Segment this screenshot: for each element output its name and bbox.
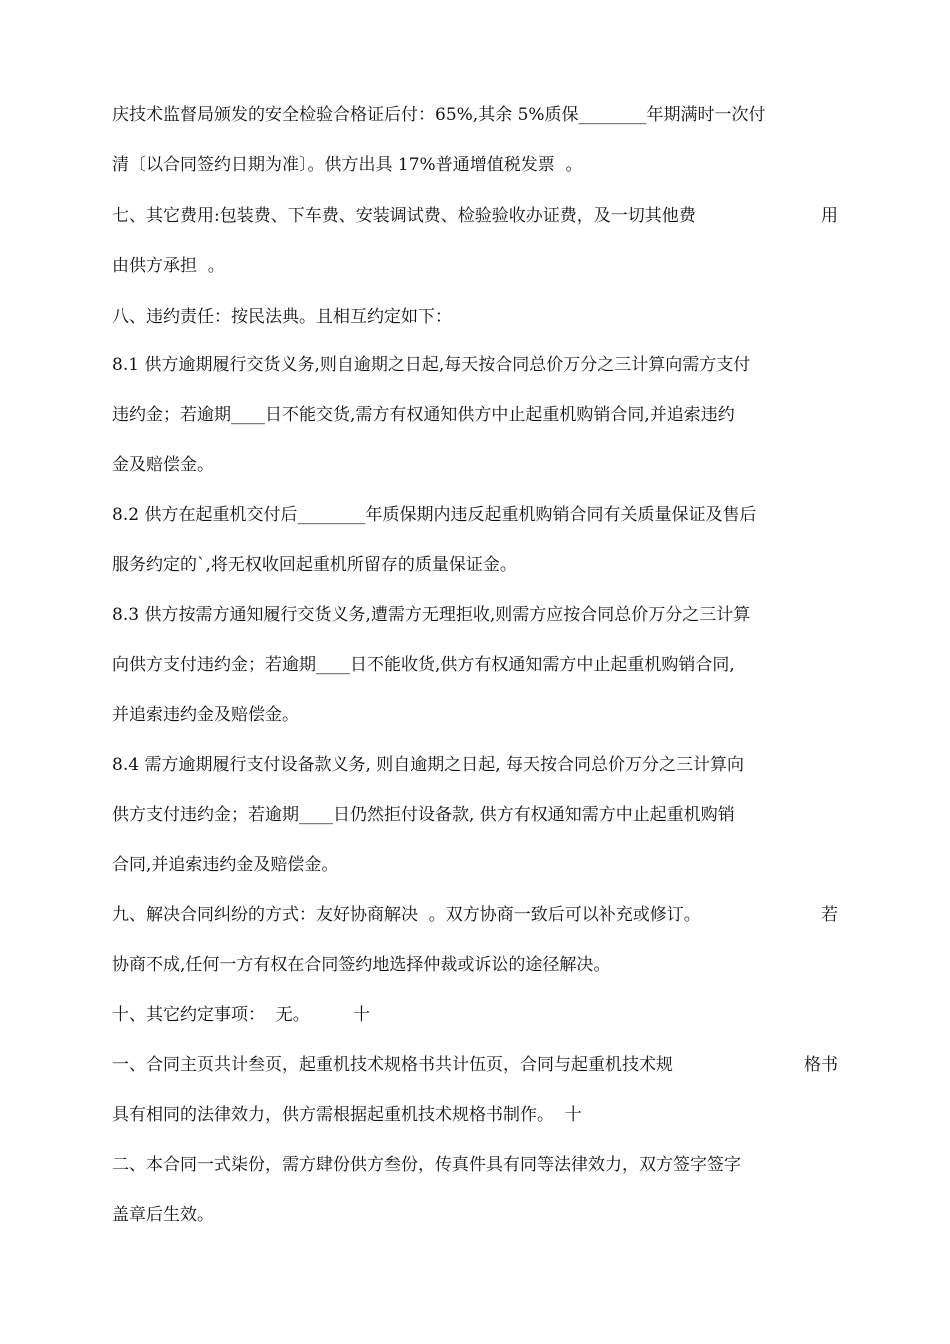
- text-line: 由供方承担 。: [112, 256, 225, 276]
- text-line-content: 一、合同主页共计叁页，起重机技术规格书共计伍页，合同与起重机技术规: [112, 1055, 673, 1075]
- text-line: [112, 102, 838, 128]
- text-line: 并追索违约金及赔偿金。: [112, 705, 299, 725]
- text-line: [112, 802, 838, 828]
- text-line-content: 二、本合同一式柒份，需方肆份供方叁份，传真件具有同等法律效力，双方签字签字: [112, 1155, 741, 1175]
- text-line-content: 8.1 供方逾期履行交货义务,则自逾期之日起,每天按合同总价万分之三计算向需方支付: [112, 355, 751, 375]
- text-line-content: 8.2 供方在起重机交付后________年质保期内违反起重机购销合同有关质量保证及售后: [112, 505, 757, 525]
- text-line: 十、其它约定事项： 无。 十: [112, 1005, 371, 1025]
- text-line: 盖章后生效。: [112, 1205, 214, 1225]
- text-line: 具有相同的法律效力，供方需根据起重机技术规格书制作。 十: [112, 1105, 582, 1125]
- text-line: [112, 1152, 838, 1178]
- text-line: [112, 1052, 838, 1078]
- text-line-content: 8.4 需方逾期履行支付设备款义务, 则自逾期之日起, 每天按合同总价万分之三计算向: [112, 755, 745, 775]
- text-line: [112, 402, 838, 428]
- text-line-content: 违约金；若逾期____日不能交货,需方有权通知供方中止起重机购销合同,并追索违约: [112, 405, 735, 425]
- text-line-content: 供方支付违约金；若逾期____日仍然拒付设备款, 供方有权通知需方中止起重机购销: [112, 805, 735, 825]
- text-line-tail: 格书: [804, 1055, 838, 1075]
- text-line-tail: 若: [821, 905, 838, 925]
- text-line: [112, 502, 838, 528]
- text-line: [112, 902, 838, 928]
- text-line: 协商不成,任何一方有权在合同签约地选择仲裁或诉讼的途径解决。: [112, 955, 611, 975]
- text-line-content: 向供方支付违约金；若逾期____日不能收货,供方有权通知需方中止起重机购销合同,: [112, 655, 735, 675]
- text-line: 金及赔偿金。: [112, 455, 214, 475]
- text-line: 服务约定的`,将无权收回起重机所留存的质量保证金。: [112, 555, 517, 575]
- text-line: [112, 602, 838, 628]
- text-line: 合同,并追索违约金及赔偿金。: [112, 855, 339, 875]
- text-line-content: 8.3 供方按需方通知履行交货义务,遭需方无理拒收,则需方应按合同总价万分之三计算: [112, 605, 751, 625]
- text-line: [112, 203, 838, 229]
- section-heading: 八、违约责任：按民法典。且相互约定如下：: [112, 307, 452, 327]
- text-line-content: 九、解决合同纠纷的方式：友好协商解决 。双方协商一致后可以补充或修订。: [112, 905, 701, 925]
- text-line-content: 七、其它费用:包装费、下车费、安装调试费、检验验收办证费，及一切其他费: [112, 206, 696, 226]
- text-line: [112, 352, 838, 378]
- text-line: 清〔以合同签约日期为准〕。供方出具 17%普通增值税发票 。: [112, 155, 583, 175]
- text-line: [112, 652, 838, 678]
- text-line-tail: 用: [821, 206, 838, 226]
- text-line: [112, 752, 838, 778]
- text-line-content: 庆技术监督局颁发的安全检验合格证后付：65%,其余 5%质保________年期满时一次付: [112, 105, 766, 125]
